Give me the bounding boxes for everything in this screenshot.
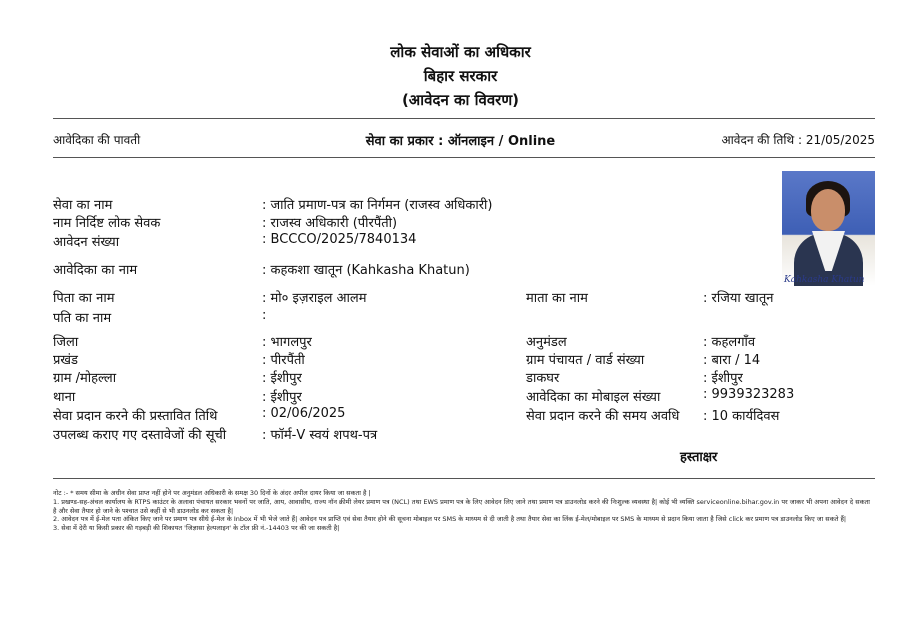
note-1: 1. प्रखण्ड-सह-अंचल कार्यालय के RTPS काउंटर के अलावा पंचायत सरकार भवनों पर जाति, आय, आवासीय, राज्य नॉन क्रीमी लेयर प्रमाण पत्र (NCL) तथा EWS प्रमाण पत्र के लिए आवेदन लिए जाने तथा प्रमाण पत्र डाउनलोड करने की निःशुल्क व्यवस्था है| कोई भी व्यक्ति serviceonline.bihar.gov.in पर जाकर भी अपना आवेदन दे सकता है और सेवा तैयार हो जाने के पश्चात उसे कहीं से भी डाउनलोड कर सकता है| <box>53 497 870 515</box>
header-line-2: बिहार सरकार <box>423 67 498 85</box>
proposed-date-label: सेवा प्रदान करने की प्रस्तावित तिथि <box>53 409 218 424</box>
application-no-label: आवेदन संख्या <box>53 235 120 250</box>
block-value: : पीरपैंती <box>262 353 305 368</box>
public-servant-label: नाम निर्दिष्ट लोक सेवक <box>53 216 161 231</box>
subdivision-value: : कहलगाँव <box>703 335 756 350</box>
village-label: ग्राम /मोहल्ला <box>53 371 117 386</box>
header-line-1: लोक सेवाओं का अधिकार <box>390 43 531 61</box>
header-line-3: (आवेदन का विवरण) <box>401 91 520 109</box>
service-name-label: सेवा का नाम <box>53 198 113 213</box>
applicant-photo <box>782 171 875 286</box>
service-type: सेवा का प्रकार : ऑनलाइन / Online <box>365 134 556 149</box>
father-name-value: : मो० इज़राइल आलम <box>262 291 367 306</box>
note-3: 3. सेवा में देरी या किसी प्रकार की गड़बड़ी की शिकायत 'जिज्ञासा हेल्पलाइन' के टॉल फ्री नं.-14403 पर की जा सकती है| <box>53 524 340 533</box>
husband-name-value: : <box>262 308 267 323</box>
divider-header <box>53 157 875 158</box>
block-label: प्रखंड <box>53 353 78 368</box>
service-name-value: : जाति प्रमाण-पत्र का निर्गमन (राजस्व अधिकारी) <box>262 198 493 213</box>
public-servant-value: : राजस्व अधिकारी (पीरपैंती) <box>262 216 398 231</box>
police-station-label: थाना <box>53 390 76 405</box>
application-no-value: : BCCCO/2025/7840134 <box>262 232 417 247</box>
proposed-date-value: : 02/06/2025 <box>262 406 346 421</box>
receipt-label: आवेदिका की पावती <box>53 133 141 147</box>
husband-name-label: पति का नाम <box>53 311 112 326</box>
panchayat-label: ग्राम पंचायत / वार्ड संख्या <box>526 353 645 368</box>
application-date: आवेदन की तिथि : 21/05/2025 <box>721 133 875 147</box>
note-intro: नोट :- * समय सीमा के अधीन सेवा प्राप्त नहीं होने पर अनुमंडल अधिकारी के समक्ष 30 दिनों के अंदर अपील दायर किया जा सकता है | <box>53 489 371 497</box>
mother-name-value: : रजिया खातून <box>703 291 774 306</box>
applicant-name-label: आवेदिका का नाम <box>53 263 138 278</box>
photo-signature: Kahkasha Khatun <box>784 275 865 285</box>
district-label: जिला <box>53 335 79 350</box>
district-value: : भागलपुर <box>262 335 312 350</box>
father-name-label: पिता का नाम <box>53 291 115 306</box>
note-2: 2. आवेदन पत्र में ई-मेल पता अंकित किए जाने पर प्रमाण पत्र सीधे ई-मेल के Inbox में भी भेजे जाते हैं| आवेदन पत्र प्राप्ति एवं सेवा तैयार होने की सूचना मोबाइल पर SMS के माध्यम से दी जाती है तथा तैयार सेवा का लिंक ई-मेल/मोबाइल पर SMS के माध्यम से प्रदान किया जाता है जिसे click कर प्रमाण पत्र डाउनलोड किए जा सकते हैं| <box>53 515 847 524</box>
mother-name-label: माता का नाम <box>526 291 588 306</box>
applicant-name-value: : कहकशा खातून (Kahkasha Khatun) <box>262 263 470 278</box>
mobile-value: : 9939323283 <box>703 387 795 402</box>
time-limit-value: : 10 कार्यदिवस <box>703 409 780 424</box>
subdivision-label: अनुमंडल <box>526 335 567 350</box>
police-station-value: : ईशीपुर <box>262 390 302 405</box>
time-limit-label: सेवा प्रदान करने की समय अवधि <box>526 409 680 424</box>
post-office-value: : ईशीपुर <box>703 371 743 386</box>
panchayat-value: : बारा / 14 <box>703 353 761 368</box>
documents-value: : फॉर्म-V स्वयं शपथ-पत्र <box>262 428 378 443</box>
divider-bottom <box>53 478 875 479</box>
signature-label: हस्ताक्षर <box>680 450 718 465</box>
documents-label: उपलब्ध कराए गए दस्तावेजों की सूची <box>53 428 227 443</box>
village-value: : ईशीपुर <box>262 371 302 386</box>
mobile-label: आवेदिका का मोबाइल संख्या <box>526 390 661 405</box>
notes-section <box>53 489 875 533</box>
divider-top <box>53 118 875 119</box>
post-office-label: डाकघर <box>526 371 560 386</box>
